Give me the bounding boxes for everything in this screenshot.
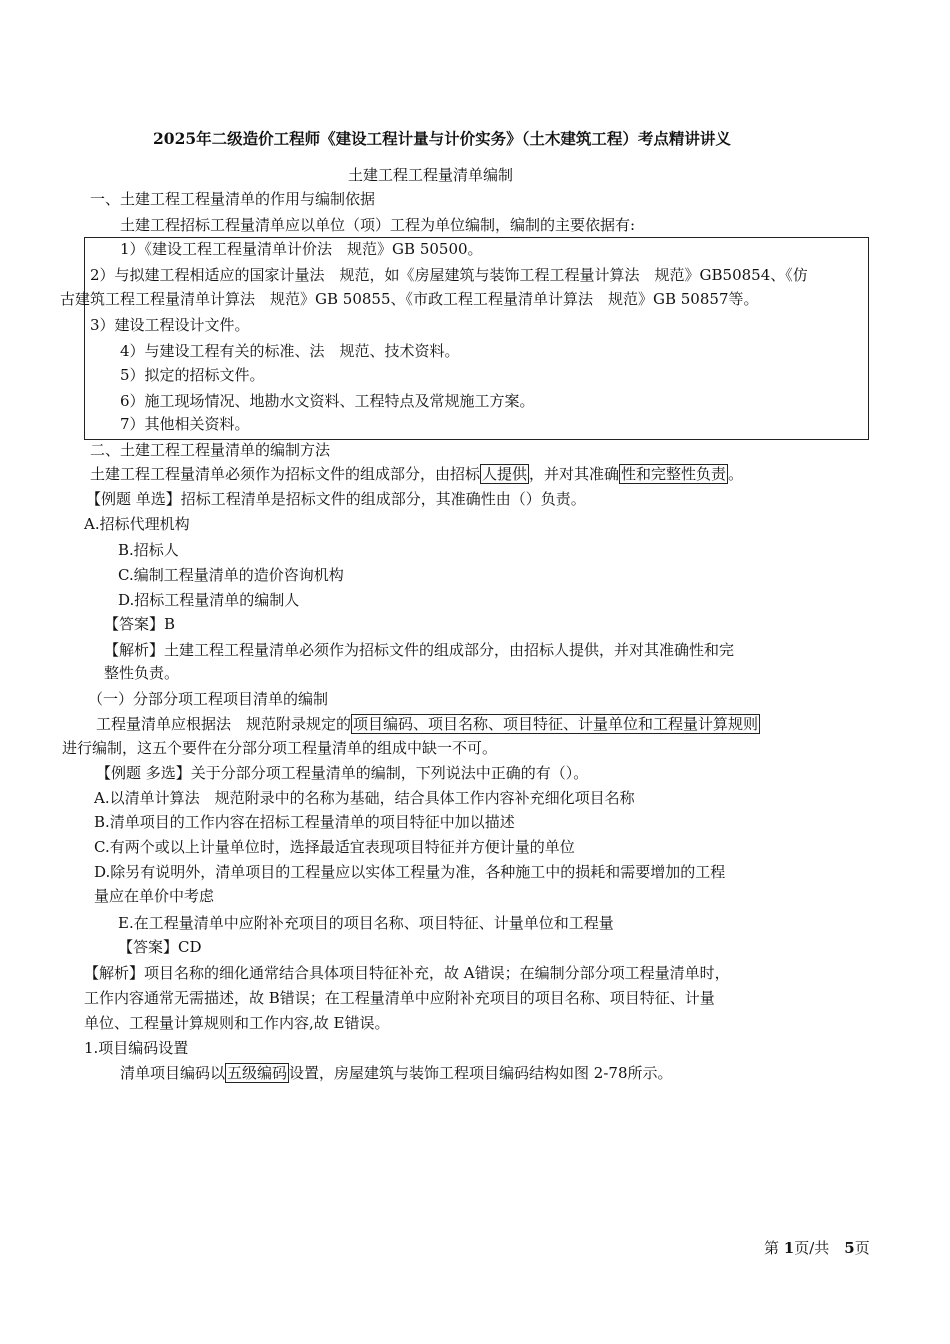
- text-run: 设置，房屋建筑与装饰工程项目编码结构如图 2-78所示。: [289, 1064, 673, 1082]
- section-1-heading: 一、土建工程工程量清单的作用与编制依据: [90, 190, 376, 208]
- page-title: 2025年二级造价工程师《建设工程计量与计价实务》（土木建筑工程）考点精讲讲义: [153, 129, 731, 148]
- text-run: 。: [728, 465, 744, 483]
- item-heading: 1.项目编码设置: [84, 1039, 189, 1057]
- highlight-box: 人提供: [482, 465, 528, 483]
- section-2-paragraph-2-cont: 进行编制，这五个要件在分部分项工程量清单的组成中缺一不可。: [62, 739, 498, 757]
- basis-item: 古建筑工程工程量清单计算法 规范》GB 50855、《市政工程工程量清单计算法 规范》GB 50857等。: [60, 290, 759, 308]
- basis-item: 3）建设工程设计文件。: [90, 316, 250, 334]
- total-pages: 5: [844, 1239, 855, 1257]
- highlight-box: 项目编码、项目名称、项目特征、计量单位和工程量计算规则: [353, 715, 759, 733]
- example-1-option-a: A.招标代理机构: [84, 515, 190, 533]
- example-2-analysis: 【解析】项目名称的细化通常结合具体项目特征补充，故 A错误；在编制分部分项工程量清单时，: [84, 964, 730, 982]
- example-1-option-d: D.招标工程量清单的编制人: [118, 591, 300, 609]
- example-1-option-c: C.编制工程量清单的造价咨询机构: [118, 566, 344, 584]
- text-run: 清单项目编码以: [120, 1064, 226, 1082]
- highlight-box: 五级编码: [227, 1064, 288, 1082]
- page-footer: [764, 1238, 870, 1258]
- highlight-box: 性和完整性负责: [621, 465, 727, 483]
- footer-text: 页/共: [794, 1239, 845, 1257]
- section-1-intro: 土建工程招标工程量清单应以单位（项）工程为单位编制，编制的主要依据有:: [120, 216, 636, 234]
- footer-text: 第: [764, 1239, 784, 1257]
- basis-item: 1）《建设工程工程量清单计价法 规范》GB 50500。: [120, 240, 483, 258]
- text-run: ，并对其准确: [529, 465, 620, 483]
- example-2-analysis: 单位、工程量计算规则和工作内容,故 E错误。: [84, 1014, 390, 1032]
- example-2-option-d: 量应在单价中考虑: [94, 887, 215, 905]
- example-1-analysis: 【解析】土建工程工程量清单必须作为招标文件的组成部分，由招标人提供，并对其准确性和完: [104, 641, 735, 659]
- example-1-answer: 【答案】B: [104, 615, 176, 633]
- basis-item: 6）施工现场情况、地勘水文资料、工程特点及常规施工方案。: [120, 392, 535, 410]
- section-2-paragraph-3: [120, 1063, 673, 1083]
- example-2-option-e: E.在工程量清单中应附补充项目的项目名称、项目特征、计量单位和工程量: [118, 914, 614, 932]
- text-run: 土建工程工程量清单必须作为招标文件的组成部分，由招标: [90, 465, 481, 483]
- page-number: 1: [783, 1239, 795, 1257]
- page-subtitle: 土建工程工程量清单编制: [348, 166, 514, 184]
- basis-item: 2）与拟建工程相适应的国家计量法 规范，如《房屋建筑与装饰工程工程量计算法 规范》GB50854、《仿: [90, 266, 808, 284]
- example-1-option-b: B.招标人: [118, 541, 179, 559]
- example-1-question: 【例题 单选】招标工程清单是招标文件的组成部分，其准确性由（）负责。: [86, 490, 586, 508]
- example-2-option-b: B.清单项目的工作内容在招标工程量清单的项目特征中加以描述: [94, 813, 515, 831]
- footer-text: 页: [854, 1239, 870, 1257]
- subsection-heading: （一）分部分项工程项目清单的编制: [88, 690, 329, 708]
- example-1-analysis: 整性负责。: [104, 664, 180, 682]
- example-2-option-a: A.以清单计算法 规范附录中的名称为基础，结合具体工作内容补充细化项目名称: [94, 789, 635, 807]
- section-2-paragraph-1: [90, 464, 743, 484]
- basis-item: 4）与建设工程有关的标准、法 规范、技术资料。: [120, 342, 460, 360]
- example-2-question: 【例题 多选】关于分部分项工程量清单的编制，下列说法中正确的有（）。: [96, 764, 589, 782]
- example-2-analysis: 工作内容通常无需描述，故 B错误；在工程量清单中应附补充项目的项目名称、项目特征、计量: [84, 989, 715, 1007]
- section-2-paragraph-2: [96, 714, 760, 734]
- example-2-option-c: C.有两个或以上计量单位时，选择最适宜表现项目特征并方便计量的单位: [94, 838, 575, 856]
- example-2-answer: 【答案】CD: [118, 938, 202, 956]
- section-2-heading: 二、土建工程工程量清单的编制方法: [90, 441, 331, 459]
- example-2-option-d: D.除另有说明外，清单项目的工程量应以实体工程量为准，各种施工中的损耗和需要增加的工程: [94, 863, 726, 881]
- basis-item: 7）其他相关资料。: [120, 415, 250, 433]
- text-run: 工程量清单应根据法 规范附录规定的: [96, 715, 352, 733]
- basis-item: 5）拟定的招标文件。: [120, 366, 265, 384]
